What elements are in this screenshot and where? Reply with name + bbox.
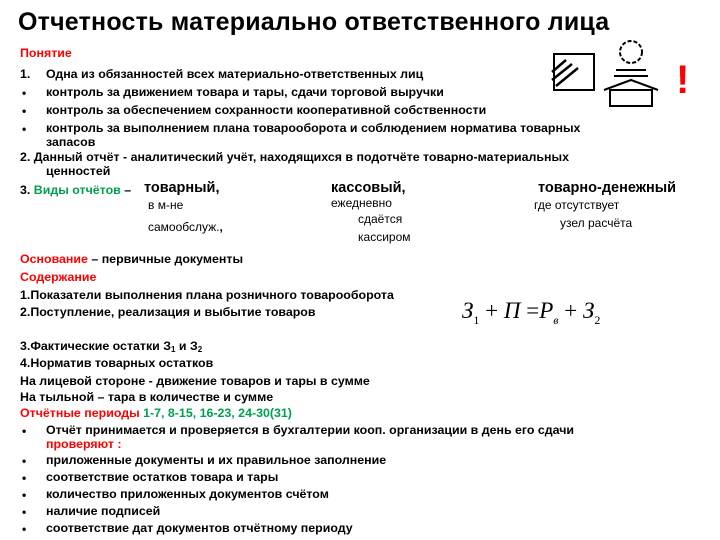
kind-goods-money-note-1: где отсутствует	[534, 198, 620, 212]
kind-goods-money: товарно-денежный	[538, 180, 677, 196]
bullet-icon: •	[22, 471, 27, 485]
content-heading: Содержание	[20, 270, 97, 284]
periods-values: 1-7, 8-15, 16-23, 24-30(31)	[143, 406, 292, 420]
exclamation-icon: !	[676, 58, 690, 102]
report-periods	[20, 406, 292, 420]
kind-goods-money-note-2: узел расчёта	[560, 216, 633, 230]
list-number: 1.	[20, 67, 31, 81]
content-item-4: 4.Норматив товарных остатков	[20, 356, 214, 370]
balance-formula: $З_1 + П =Р_в + З_2$	[462, 298, 601, 327]
concept-bullet-3: контроль за выполнением плана товарооборота и соблюдением норматива товарных	[46, 121, 581, 135]
check-item: наличие подписей	[46, 504, 161, 518]
kinds-label: Виды отчётов	[33, 183, 121, 197]
concept-bullet-3-cont: запасов	[46, 135, 96, 149]
document-icon	[548, 52, 598, 97]
concept-heading: Понятие	[20, 46, 72, 60]
check-label: проверяют :	[46, 437, 122, 451]
bullet-icon: •	[22, 104, 27, 118]
kind-goods: товарный,	[144, 180, 220, 196]
basis-line: Основание – первичные документы	[20, 252, 244, 266]
bullet-icon: •	[22, 86, 27, 100]
content-item-2: 2.Поступление, реализация и выбытие товаров	[20, 305, 316, 319]
kind-cash-note-2: сдаётся	[358, 212, 403, 226]
page-title: Отчетность материально ответственного лица	[18, 8, 610, 36]
content-item-3: 3.Фактические остатки $З_1$ и $З_2$	[20, 339, 203, 354]
bullet-icon: •	[22, 522, 27, 536]
concept-point-2: 2. Данный отчёт - аналитический учёт, находящихся в подотчёте товарно-материальных	[20, 150, 569, 164]
check-item: приложенные документы и их правильное заполнение	[46, 453, 387, 467]
kind-cash-note-1: ежедневно	[331, 196, 392, 210]
kind-cash: кассовый,	[331, 180, 406, 196]
periods-label: Отчётные периоды	[20, 406, 140, 420]
concept-point-1: Одна из обязанностей всех материально-ответственных лиц	[46, 67, 424, 81]
check-item: соответствие остатков товара и тары	[46, 470, 279, 484]
bullet-icon: •	[22, 488, 27, 502]
basis-label: Основание	[20, 252, 88, 266]
check-item: количество приложенных документов счётом	[46, 487, 329, 501]
kind-cash-note-3: кассиром	[358, 230, 411, 244]
back-side-note: На тыльной – тара в количестве и сумме	[20, 390, 274, 404]
content-item-1: 1.Показатели выполнения плана розничного товарооборота	[20, 288, 394, 302]
concept-bullet-1: контроль за движением товара и тары, сдачи торговой выручки	[46, 85, 444, 99]
check-item: соответствие дат документов отчётному периоду	[46, 521, 353, 535]
kind-goods-note-2: самообслуж.,	[148, 220, 223, 234]
kind-goods-note-1: в м-не	[148, 198, 184, 212]
front-side-note: На лицевой стороне - движение товаров и тары в сумме	[20, 374, 370, 388]
bullet-icon: •	[22, 454, 27, 468]
bullet-icon: •	[22, 122, 27, 136]
concept-point-2-cont: ценностей	[46, 164, 111, 178]
concept-bullet-2: контроль за обеспечением сохранности кооперативной собственности	[46, 103, 487, 117]
person-icon	[600, 40, 662, 113]
bullet-icon: •	[22, 505, 27, 519]
kinds-line: 3. Виды отчётов –	[20, 183, 132, 197]
check-intro: Отчёт принимается и проверяется в бухгалтерии кооп. организации в день его сдачи	[46, 423, 575, 437]
bullet-icon: •	[22, 424, 27, 438]
